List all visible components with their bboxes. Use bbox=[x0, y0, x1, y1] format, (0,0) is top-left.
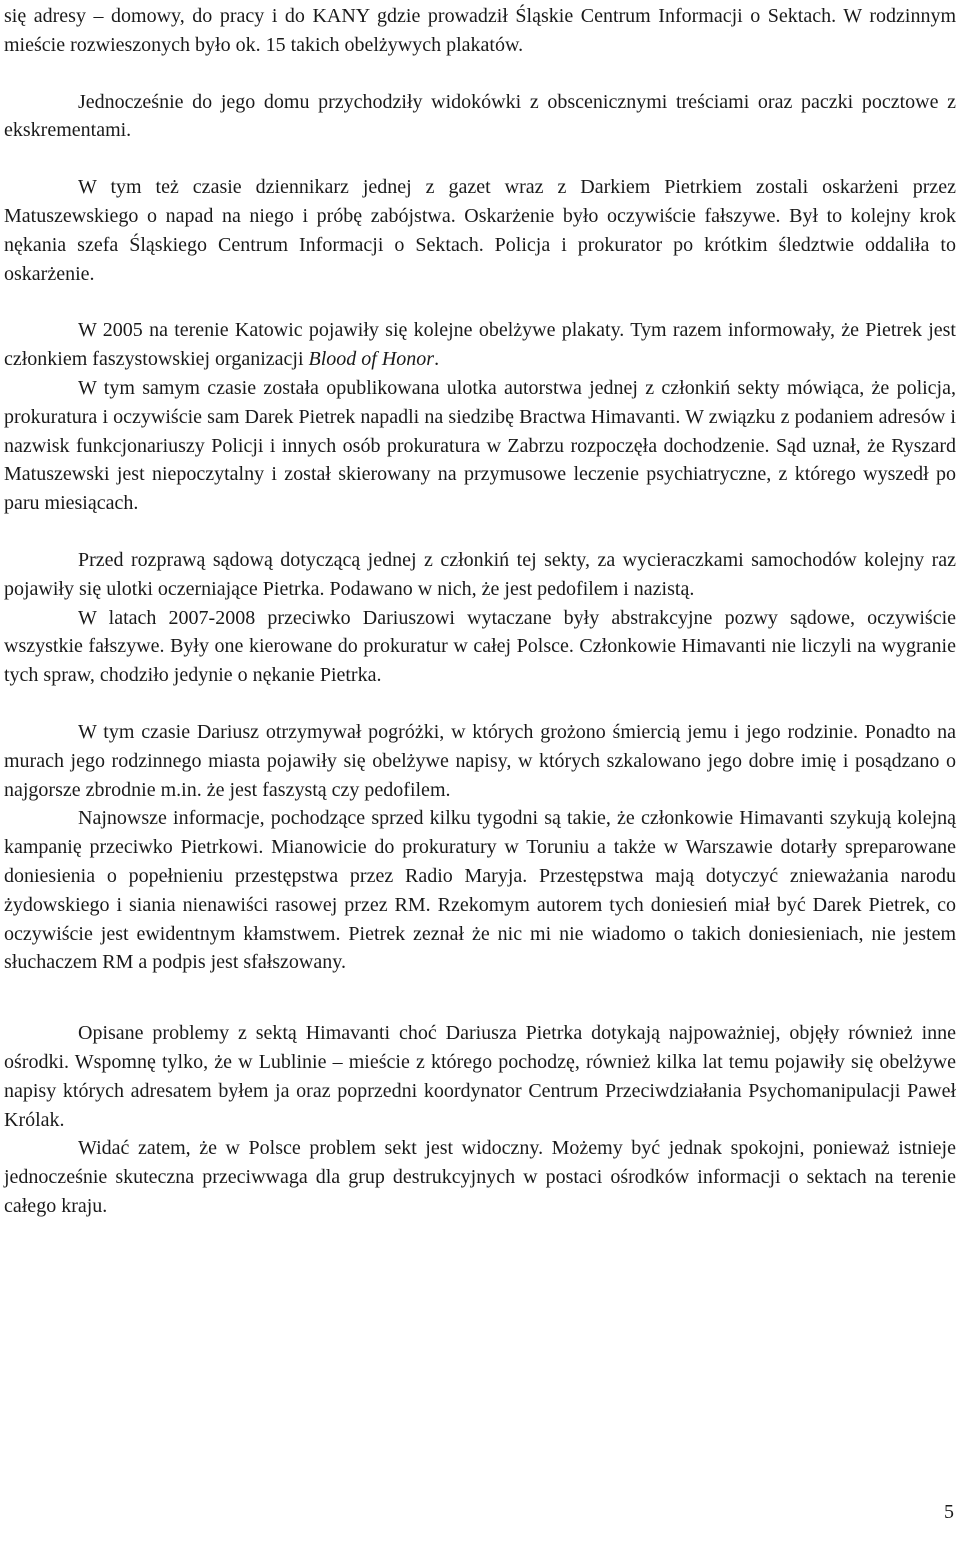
paragraph-4-end: . bbox=[434, 348, 440, 371]
paragraph-7: W latach 2007-2008 przeciwko Dariuszowi wytaczane były abstrakcyjne pozwy sądowe, oczywiście wszystkie fałszywe. Były one kierowane do prokuratur w całej Polsce. Członkowie Himavanti nie liczyli na wygranie tych spraw, chodziło jedynie o nękanie Pietrka. bbox=[4, 606, 956, 687]
document-page bbox=[4, 2, 956, 1221]
paragraph-6: Przed rozprawą sądową dotyczącą jednej z członkiń tej sekty, za wycieraczkami samochodów kolejny raz pojawiły się ulotki oczerniające Pietrka. Podawano w nich, że jest pedofilem i nazistą. bbox=[4, 548, 956, 600]
paragraph-5: W tym samym czasie została opublikowana ulotka autorstwa jednej z członkiń sekty mówiąca, że policja, prokuratura i oczywiście sam Darek Pietrek napadli na siedzibę Bractwa Himavanti. W związku z podaniem adresów i nazwisk funkcjonariuszy Policji i innych osób prokuratura w Zabrzu rozpoczęła dochodzenie. Sąd uznał, że Ryszard Matuszewski jest niepoczytalny i został skierowany na przymusowe leczenie psychiatryczne, z którego wyszedł po paru miesiącach. bbox=[4, 376, 956, 515]
organization-name: Blood of Honor bbox=[308, 348, 435, 371]
paragraph-8: W tym czasie Dariusz otrzymywał pogróżki, w których grożono śmiercią jemu i jego rodzinie. Ponadto na murach jego rodzinnego miasta pojawiły się obelżywe napisy, w których szkalowano jego dobre imię i posądzano o najgorsze zbrodnie m.in. że jest faszystą czy pedofilem. bbox=[4, 720, 956, 801]
paragraph-1: się adresy – domowy, do pracy i do KANY gdzie prowadził Śląskie Centrum Informacji o Sektach. W rodzinnym mieście rozwieszonych było ok. 15 takich obelżywych plakatów. bbox=[4, 5, 956, 56]
paragraph-10: Opisane problemy z sektą Himavanti choć Dariusza Pietrka dotykają najpoważniej, objęły również inne ośrodki. Wspomnę tylko, że w Lublinie – mieście z którego pochodzę, również kilka lat temu pojawiły się obelżywe napisy których adresatem byłem ja oraz poprzedni koordynator Centrum Przeciwdziałania Psychomanipulacji Paweł Królak. bbox=[4, 1022, 956, 1131]
paragraph-2: Jednocześnie do jego domu przychodziły widokówki z obscenicznymi treściami oraz paczki pocztowe z ekskrementami. bbox=[4, 90, 956, 142]
paragraph-4 bbox=[4, 316, 956, 374]
paragraph-9: Najnowsze informacje, pochodzące sprzed kilku tygodni są takie, że członkowie Himavanti szykują kolejną kampanię przeciwko Pietrkowi. Mianowicie do prokuratury w Toruniu a także w Warszawie dotarły spreparowane doniesienia o popełnieniu przestępstwa przez Radio Maryja. Przestępstwa mają dotyczyć znieważania narodu żydowskiego i siania nienawiści rasowej przez RM. Rzekomym autorem tych doniesień miał być Darek Pietrek, co oczywiście jest ewidentnym kłamstwem. Pietrek zeznał że nic mi nie wiadomo o takich doniesieniach, nie jestem słuchaczem RM a podpis jest sfałszowany. bbox=[4, 807, 956, 974]
paragraph-11: Widać zatem, że w Polsce problem sekt jest widoczny. Możemy być jednak spokojni, ponieważ istnieje jednocześnie skuteczna przeciwwaga dla grup destrukcyjnych w postaci ośrodków informacji o sektach na terenie całego kraju. bbox=[4, 1137, 956, 1217]
page-number: 5 bbox=[944, 1501, 954, 1523]
paragraph-3: W tym też czasie dziennikarz jednej z gazet wraz z Darkiem Pietrkiem zostali oskarżeni przez Matuszewskiego o napad na niego i próbę zabójstwa. Oskarżenie było oczywiście fałszywe. Był to kolejny krok nękania szefa Śląskiego Centrum Informacji o Sektach. Policja i prokurator po krótkim śledztwie oddaliła to oskarżenie. bbox=[4, 176, 956, 285]
paragraph-4-text: W 2005 na terenie Katowic pojawiły się kolejne obelżywe plakaty. Tym razem informowały, że Pietrek jest członkiem faszystowskiej organizacji bbox=[4, 319, 956, 371]
